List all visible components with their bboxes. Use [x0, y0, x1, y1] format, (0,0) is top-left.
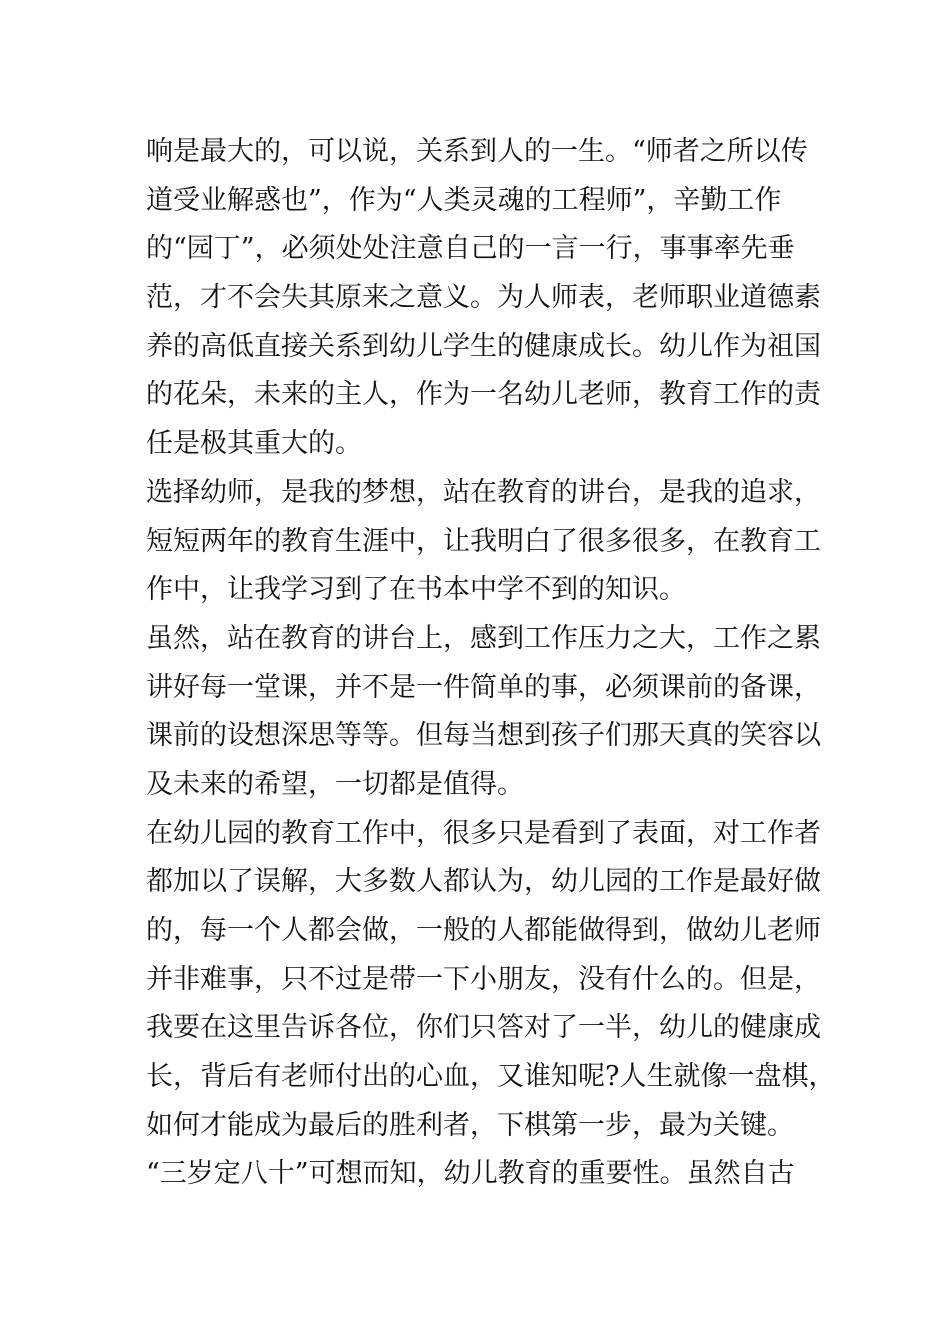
- text-line: 响是最大的，可以说，关系到人的一生。“师者之所以传: [146, 136, 808, 167]
- text-line: 讲好每一堂课，并不是一件简单的事，必须课前的备课，: [146, 671, 821, 703]
- body-text: [146, 128, 836, 1199]
- text-line: 及未来的希望，一切都是值得。: [146, 768, 524, 800]
- text-line: 在幼儿园的教育工作中，很多只是看到了表面，对工作者: [146, 817, 821, 849]
- text-line: 的“园丁”，必须处处注意自己的一言一行，事事率先垂: [146, 233, 795, 265]
- text-line: 课前的设想深思等等。但每当想到孩子们那天真的笑容以: [146, 720, 821, 752]
- text-line: 如何才能成为最后的胜利者，下棋第一步，最为关键。: [146, 1109, 794, 1141]
- text-line: 我要在这里告诉各位，你们只答对了一半，幼儿的健康成: [146, 1012, 821, 1044]
- text-line: 养的高低直接关系到幼儿学生的健康成长。幼儿作为祖国: [146, 330, 821, 362]
- text-line: 虽然，站在教育的讲台上，感到工作压力之大，工作之累: [146, 622, 821, 654]
- text-line: 都加以了误解，大多数人都认为，幼儿园的工作是最好做: [146, 866, 821, 898]
- text-line: 的，每一个人都会做，一般的人都能做得到，做幼儿老师: [146, 915, 821, 946]
- text-line: 作中，让我学习到了在书本中学不到的知识。: [146, 574, 686, 606]
- text-line: 的花朵，未来的主人，作为一名幼儿老师，教育工作的责: [146, 379, 821, 411]
- text-line: 道受业解惑也”，作为“人类灵魂的工程师”，辛勤工作: [146, 184, 782, 216]
- text-line: 短短两年的教育生涯中，让我明白了很多很多，在教育工: [146, 525, 821, 557]
- text-line: 任是极其重大的。: [146, 428, 362, 460]
- text-line: 长，背后有老师付出的心血，又谁知呢?人生就像一盘棋，: [146, 1061, 836, 1093]
- text-line: 范，才不会失其原来之意义。为人师表，老师职业道德素: [146, 282, 821, 314]
- text-line: 选择幼师，是我的梦想，站在教育的讲台，是我的追求，: [146, 476, 821, 508]
- text-line: “三岁定八十”可想而知，幼儿教育的重要性。虽然自古: [146, 1158, 795, 1190]
- text-line: 并非难事，只不过是带一下小朋友，没有什么的。但是，: [146, 963, 821, 995]
